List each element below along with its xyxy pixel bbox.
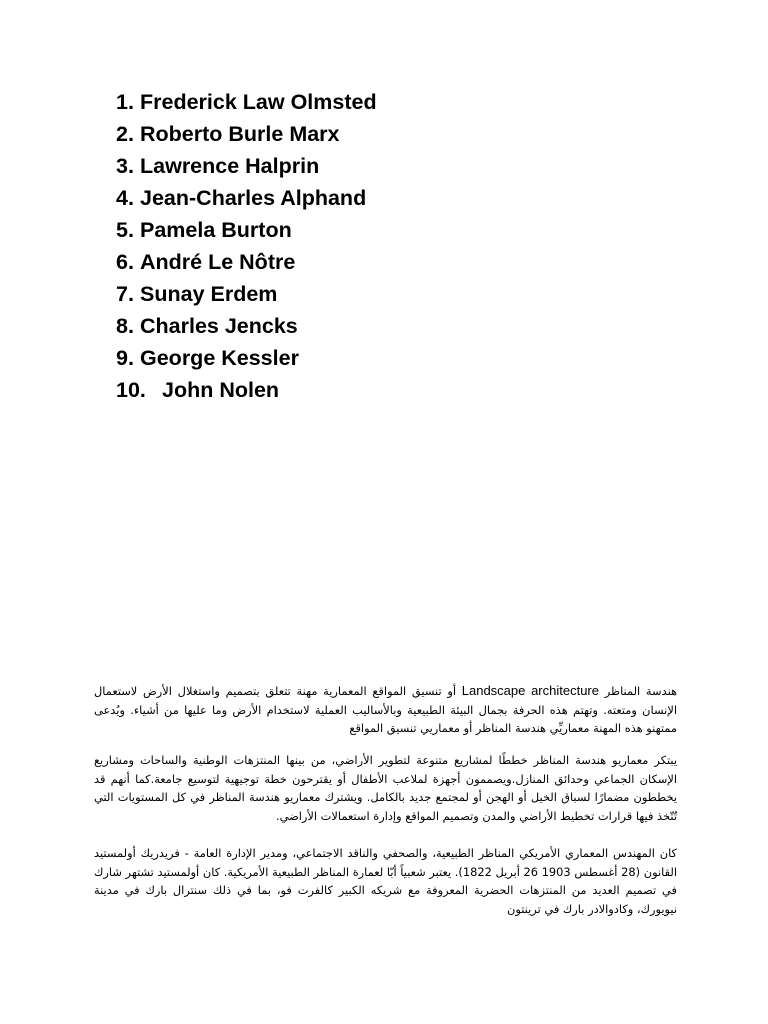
list-item-number: 8. (116, 314, 134, 338)
list-item (116, 246, 377, 278)
list-item (116, 118, 377, 150)
list-item-number: 3. (116, 154, 134, 178)
intro-term-english: Landscape architecture (461, 683, 599, 698)
list-item-name: Frederick Law Olmsted (140, 90, 377, 114)
list-item-number: 6. (116, 250, 134, 274)
projects-paragraph: يبتكر معماريو هندسة المناظر خططًا لمشاريع متنوعة لتطوير الأراضي، من بينها المنتزهات الوطنية والساحات ومشاريع الإسكان الجماعي وحدائق المنازل.ويصممون أجهزة لملاعب الأطفال أو يقترحون خطة توجيهية لتوسيع جامعة.كما أنهم قد يخططون مضمارًا لسباق الخيل أو الهجن أو لمجتمع جديد بالكامل. ويشترك معماريو هندسة المناظر في كل المستويات التي تُتّخذ فيها قرارات تخطيط الأراضي والمدن وتصميم المواقع وإدارة استعمالات الأراضي. (94, 753, 677, 823)
list-item-name: Charles Jencks (140, 314, 298, 338)
list-item-name: Lawrence Halprin (140, 154, 320, 178)
list-item-name: Jean-Charles Alphand (140, 186, 367, 210)
list-item-number: 2. (116, 122, 134, 146)
list-item-number: 10. (116, 378, 146, 402)
list-item (116, 278, 377, 310)
list-item-number: 4. (116, 186, 134, 210)
list-item-number: 1. (116, 90, 134, 114)
intro-term-arabic: هندسة المناظر (604, 684, 678, 698)
list-item (116, 214, 377, 246)
list-item-number: 7. (116, 282, 134, 306)
list-item (116, 86, 377, 118)
list-item-name: George Kessler (140, 346, 299, 370)
list-item-name: Sunay Erdem (140, 282, 278, 306)
list-item-name: André Le Nôtre (140, 250, 296, 274)
list-item (116, 342, 377, 374)
intro-paragraph-text: أو تنسيق المواقع المعمارية مهنة تتعلق بتصميم واستغلال الأرض لاستعمال الإنسان ومتعته. وتهتم هذه الحرفة بجمال البيئة الطبيعية وبالأساليب العملية لاستخدام الأرض وما عليها من أشياء. ويُدعى ممتهنو هذه المهنة معماريِّي هندسة المناظر أو معماريي تنسيق المواقع (94, 684, 677, 735)
intro-paragraph (94, 682, 677, 738)
olmsted-paragraph: كان المهندس المعماري الأمريكي المناظر الطبيعية، والصحفي والناقد الاجتماعي، ومدير الإدارة العامة - فريدريك أولمستيد القانون (28 أغسطس 1903 26 أبريل 1822). يعتبر شعبياً أبّا لعمارة المناظر الطبيعية الأمريكية. كان أولمستيد تشتهر شارك في تصميم العديد من المنتزهات الحضرية المعروفة مع شريكه الكبير كالفرت فو، بما في ذلك سنترال بارك في مدينة نيويورك، وكادوالادر بارك في ترينتون (94, 846, 677, 916)
list-item-number: 5. (116, 218, 134, 242)
landscape-architects-list (116, 86, 377, 406)
list-item (116, 310, 377, 342)
list-item-name: Pamela Burton (140, 218, 292, 242)
list-item-name: John Nolen (162, 378, 280, 402)
list-item (116, 150, 377, 182)
list-item (116, 182, 377, 214)
list-item-name: Roberto Burle Marx (140, 122, 340, 146)
list-item-number: 9. (116, 346, 134, 370)
list-item (116, 374, 377, 406)
